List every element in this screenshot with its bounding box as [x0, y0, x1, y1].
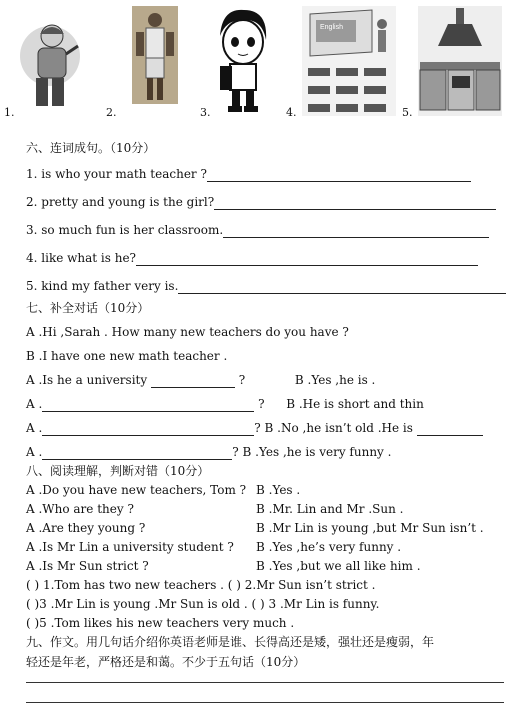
section6-title: 六、连词成句。（10分）	[26, 141, 156, 155]
answer-blank[interactable]	[178, 281, 506, 294]
schoolboy-cartoon-icon	[212, 6, 272, 116]
reading-dialog-a-4: A .Is Mr Lin a university student ?	[26, 540, 234, 554]
answer-blank[interactable]	[42, 399, 254, 412]
section8-title: 八、阅读理解，判断对错（10分）	[26, 464, 210, 478]
section6-item-3: 3. so much fun is her classroom.	[26, 222, 489, 238]
dialog-line-1: A .Hi ,Sarah . How many new teachers do you have ?	[26, 325, 349, 339]
reading-dialog-a-3: A .Are they young ?	[26, 521, 146, 535]
section7-title: 七、补全对话（10分）	[26, 301, 150, 315]
reading-dialog-b-1: B .Yes .	[256, 483, 301, 497]
judge-line-3[interactable]: ( )5 .Tom likes his new teachers very much .	[26, 616, 295, 630]
answer-blank[interactable]	[417, 423, 483, 436]
dialog-line-6: A . ? B .Yes ,he is very funny .	[26, 445, 392, 459]
reading-dialog-b-2: B .Mr. Lin and Mr .Sun .	[256, 502, 404, 516]
section6-item-2: 2. pretty and young is the girl?	[26, 194, 496, 210]
picture-number-1: 1.	[4, 106, 15, 119]
kitchen-icon	[418, 6, 502, 116]
pictures-row	[0, 0, 510, 122]
dialog-line-2: B .I have one new math teacher .	[26, 349, 228, 363]
dialog-line-4: A . ? B .He is short and thin	[26, 397, 424, 411]
answer-blank[interactable]	[151, 375, 235, 388]
judge-line-2[interactable]: ( )3 .Mr Lin is young .Mr Sun is old . ( ) 3 .Mr Lin is funny.	[26, 597, 380, 611]
section6-item-5: 5. kind my father very is.	[26, 278, 506, 294]
picture-number-4: 4.	[286, 106, 297, 119]
picture-number-3: 3.	[200, 106, 211, 119]
composition-line-1[interactable]	[26, 682, 504, 683]
classroom-icon	[302, 6, 396, 116]
picture-number-2: 2.	[106, 106, 117, 119]
answer-blank[interactable]	[223, 225, 489, 238]
answer-blank[interactable]	[207, 169, 471, 182]
picture-number-5: 5.	[402, 106, 413, 119]
reading-dialog-b-4: B .Yes ,he’s very funny .	[256, 540, 402, 554]
section9-line-1: 九、作文。用几句话介绍你英语老师是谁、长得高还是矮，强壮还是瘦弱，年	[26, 635, 435, 649]
reading-dialog-b-3: B .Mr Lin is young ,but Mr Sun isn’t .	[256, 521, 484, 535]
dialog-line-5: A . ? B .No ,he isn’t old .He is	[26, 420, 483, 436]
reading-dialog-a-1: A .Do you have new teachers, Tom ?	[26, 483, 247, 497]
teacher-cartoon-icon	[14, 6, 84, 116]
answer-blank[interactable]	[136, 253, 478, 266]
reading-dialog-a-5: A .Is Mr Sun strict ?	[26, 559, 149, 573]
reading-dialog-b-5: B .Yes ,but we all like him .	[256, 559, 421, 573]
judge-line-1[interactable]: ( ) 1.Tom has two new teachers . ( ) 2.Mr Sun isn’t strict .	[26, 578, 376, 592]
dialog-line-3: A .Is he a university ? B .Yes ,he is .	[26, 373, 376, 387]
basketball-player-photo-icon	[132, 6, 178, 104]
section9-line-2: 轻还是年老，严格还是和蔼。不少于五句话（10分）	[26, 655, 306, 669]
blackboard-text: English	[320, 24, 343, 31]
answer-blank[interactable]	[42, 447, 232, 460]
section6-item-1: 1. is who your math teacher ?	[26, 166, 471, 182]
answer-blank[interactable]	[214, 197, 496, 210]
section6-item-4: 4. like what is he?	[26, 250, 478, 266]
composition-line-2[interactable]	[26, 702, 504, 703]
answer-blank[interactable]	[42, 423, 254, 436]
reading-dialog-a-2: A .Who are they ?	[26, 502, 134, 516]
